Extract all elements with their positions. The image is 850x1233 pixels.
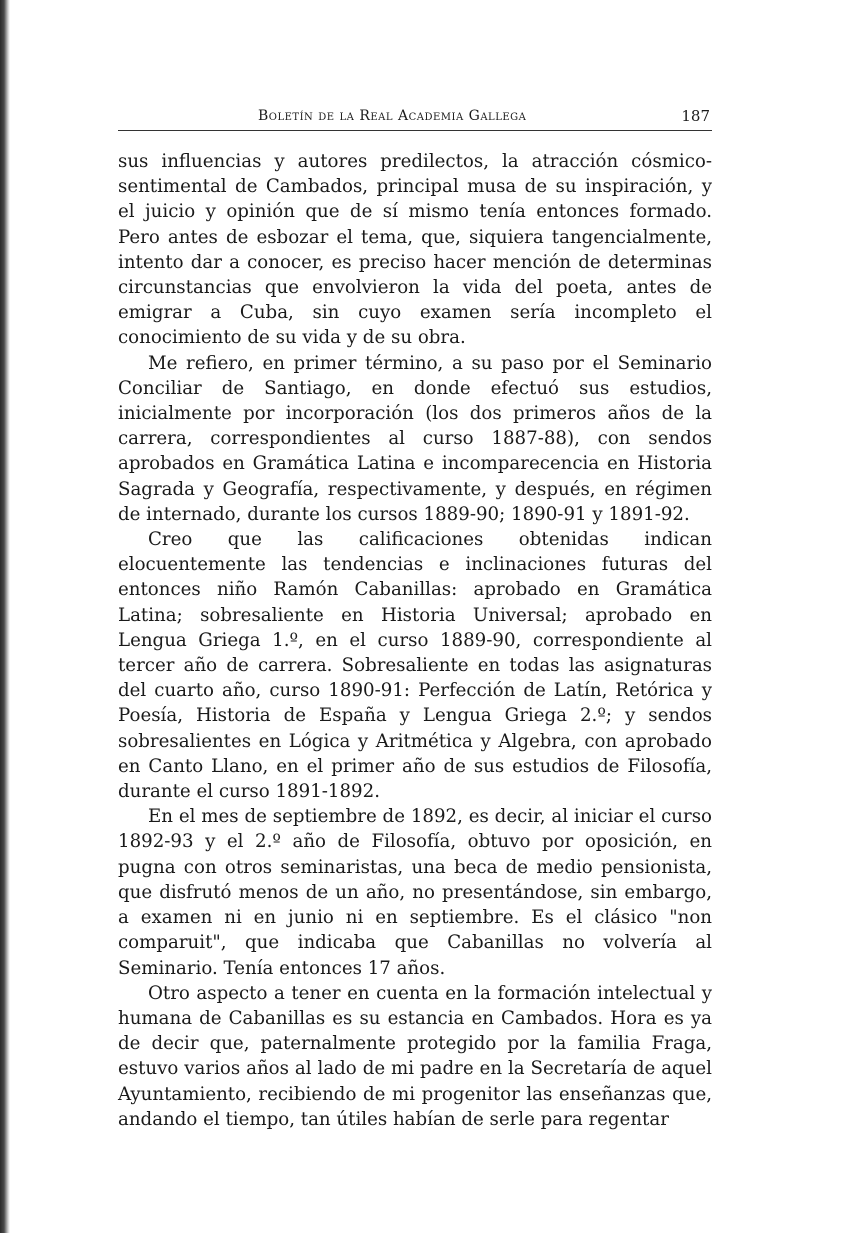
page-number: 187 — [681, 107, 710, 125]
paragraph-1: sus influencias y autores predilectos, la atracción cósmico-sentimental de Cambados, principal musa de su inspiración, y el juicio y opinión que de sí mismo tenía entonces formado. Pero antes de esbozar el tema, que, siquiera tangencialmente, intento dar a conocer, es preciso hacer mención de determinas circunstancias que envolvieron la vida del poeta, antes de emigrar a Cuba, sin cuyo examen sería incompleto el conocimiento de su vida y de su obra. — [118, 151, 712, 349]
page-header — [118, 104, 712, 131]
paragraph-4: En el mes de septiembre de 1892, es decir, al iniciar el curso 1892-93 y el 2.º año de Filosofía, obtuvo por oposición, en pugna con otros seminaristas, una beca de medio pensionista, que disfrutó menos de un año, no presentándose, sin embargo, a examen ni en junio ni en septiembre. Es el clásico "non comparuit", que indicaba que Cabanillas no volvería al Seminario. Tenía entonces 17 años. — [118, 806, 712, 979]
paragraph-3: Creo que las calificaciones obtenidas indican elocuentemente las tendencias e inclinaciones futuras del entonces niño Ramón Cabanillas: aprobado en Gramática Latina; sobresaliente en Historia Universal; aprobado en Lengua Griega 1.º, en el curso 1889-90, correspondiente al tercer año de carrera. Sobresaliente en todas las asignaturas del cuarto año, curso 1890-91: Perfección de Latín, Retórica y Poesía, Historia de España y Lengua Griega 2.º; y sendos sobresalientes en Lógica y Aritmética y Algebra, con aprobado en Canto Llano, en el primer año de sus estudios de Filosofía, durante el curso 1891-1892. — [118, 529, 712, 803]
running-head: Boletín de la Real Academia Gallega — [258, 108, 527, 124]
book-binding-edge — [0, 0, 10, 1233]
paragraph-2: Me refiero, en primer término, a su paso por el Seminario Conciliar de Santiago, en donde efectuó sus estudios, inicialmente por incorporación (los dos primeros años de la carrera, correspondientes al curso 1887-88), con sendos aprobados en Gramática Latina e incomparecencia en Historia Sagrada y Geografía, respectivamente, y después, en régimen de internado, durante los cursos 1889-90; 1890-91 y 1891-92. — [118, 352, 712, 525]
body-text — [118, 149, 712, 1132]
paragraph-5: Otro aspecto a tener en cuenta en la formación intelectual y humana de Cabanillas es su estancia en Cambados. Hora es ya de decir que, paternalmente protegido por la familia Fraga, estuvo varios años al lado de mi padre en la Secretaría de aquel Ayuntamiento, recibiendo de mi progenitor las enseñanzas que, andando el tiempo, tan útiles habían de serle para regentar — [118, 982, 712, 1130]
